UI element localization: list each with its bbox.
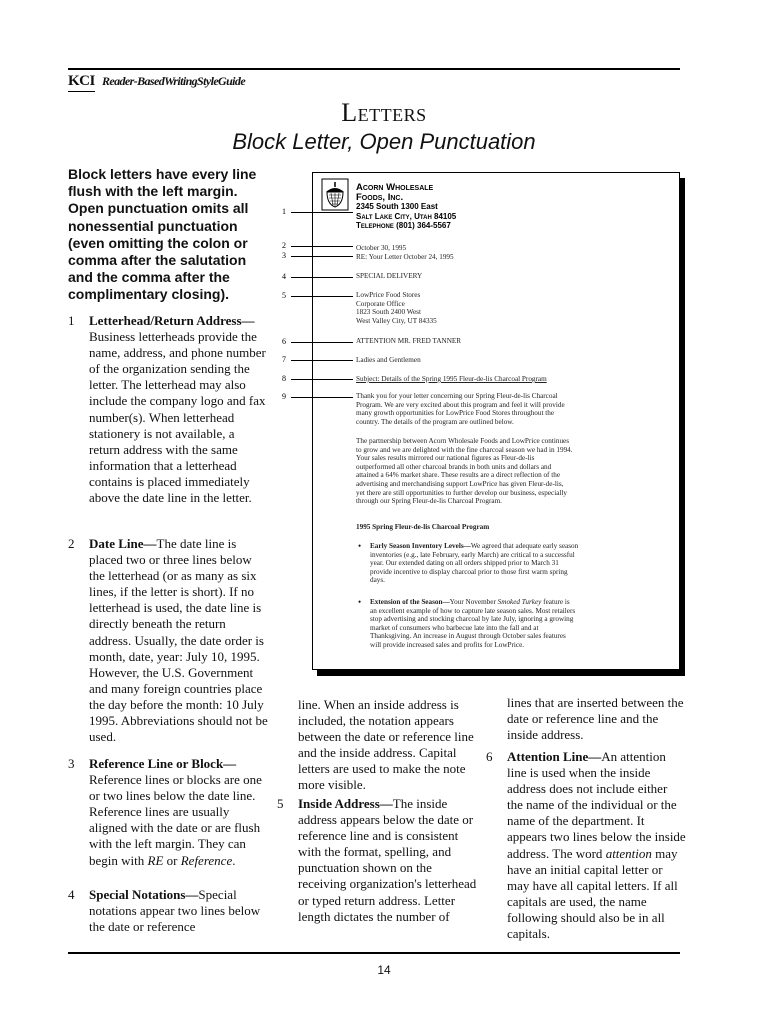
letter-line: country. The details of the program are outlined below.: [356, 417, 514, 426]
letter-bullet-1: [370, 542, 578, 585]
entry-number: 2: [68, 536, 75, 551]
entry-heading: Inside Address—: [298, 796, 393, 811]
entry-reference-line: [68, 756, 268, 869]
letterhead-company-line1: Acorn Wholesale: [356, 182, 434, 193]
inside-address-line: West Valley City, UT 84335: [356, 316, 437, 325]
entry-body: Reference lines or blocks are one or two lines below the date line. Reference lines are usually aligned with the date or are flush with the left margin. They can begin with: [89, 772, 262, 868]
entry-number: 4: [68, 887, 75, 902]
letter-bullet-2: [370, 598, 575, 650]
callout-6: 6: [282, 337, 286, 346]
acorn-logo-icon: [321, 178, 349, 211]
callout-line: [291, 379, 353, 380]
letter-line: Thank you for your letter concerning our Spring Fleur-de-lis Charcoal: [356, 392, 558, 400]
page-number: 14: [377, 963, 391, 977]
inside-address-line: Corporate Office: [356, 299, 405, 308]
letter-line: through our Spring Fleur-de-lis Charcoal Program.: [356, 497, 502, 506]
letter-line: many growth opportunities for LowPrice Food Stores throughout the: [356, 409, 555, 418]
entry-heading: Special Notations—: [89, 887, 199, 902]
kci-logo: KCI: [68, 73, 95, 89]
callout-8: 8: [282, 374, 286, 383]
page-subtitle: Block Letter, Open Punctuation: [232, 129, 536, 154]
top-rule: [68, 68, 680, 70]
entry-body: lines that are inserted between the date or reference line and the inside address.: [507, 695, 684, 743]
callout-5: 5: [282, 291, 286, 300]
entry-body: Special notations appear two lines below the date or reference: [89, 887, 261, 935]
letterhead-phone: Telephone (801) 364-5567: [356, 221, 451, 230]
page-title: Letters: [341, 98, 427, 127]
letter-line: an excellent example of how to capture late season sales. Most retailers: [370, 606, 576, 615]
entry-attention-line: [486, 749, 686, 942]
letter-line: Your sales results mirrored our national figures as Fleur-de-lis: [356, 454, 535, 463]
entry-italic: Reference: [180, 852, 233, 868]
bullet-heading: Early Season Inventory Levels—: [370, 542, 471, 550]
sample-letter: [312, 172, 680, 670]
callout-7: 7: [282, 355, 286, 364]
entry-italic: attention: [605, 845, 652, 861]
entry-special-notations-cont: [277, 697, 479, 794]
callout-line: [291, 246, 353, 247]
letterhead-address: 2345 South 1300 East: [356, 202, 438, 211]
letter-line: outperformed all other charcoal brands in both units and dollars and: [356, 462, 552, 471]
letter-line: attained a 64% market share. These results are a direct reflection of the: [356, 471, 561, 480]
entry-heading: Date Line—: [89, 536, 157, 551]
entry-heading: Letterhead/Return Address—: [89, 313, 255, 328]
letterhead-company-line2: Foods, Inc.: [356, 191, 404, 203]
entry-number: 1: [68, 313, 75, 328]
callout-line: [291, 360, 353, 361]
letter-paragraph-2: [356, 437, 573, 506]
letter-line: feature is: [541, 598, 570, 606]
letter-salutation: Ladies and Gentlemen: [356, 356, 421, 364]
letter-subject: Subject: Details of the Spring 1995 Fleur-de-lis Charcoal Program: [356, 375, 547, 383]
inside-address-line: LowPrice Food Stores: [356, 291, 421, 299]
callout-3: 3: [282, 251, 286, 260]
letter-line: year. Our extended dating on all orders shipped prior to March 31: [370, 559, 559, 568]
letter-line: provide incentive to display charcoal prior to those first warm spring: [370, 567, 568, 576]
letter-line: The partnership between Acorn Wholesale Foods and LowPrice continues: [356, 437, 570, 445]
entry-body: line. When an inside address is included, the notation appears between the date or reference line and the inside address. Capital letters are used to make the note more visible.: [298, 697, 474, 793]
entry-number: 3: [68, 756, 75, 771]
letter-reference: RE: Your Letter October 24, 1995: [356, 253, 454, 261]
entry-date-line: [68, 536, 268, 745]
callout-9: 9: [282, 392, 286, 401]
entry-inside-address-cont: [486, 695, 686, 743]
guide-name: Reader-BasedWritingStyleGuide: [102, 74, 246, 88]
letter-line: inventories (e.g., late February, early March) are critical to a successful: [370, 550, 575, 559]
letter-line: Program. We are very excited about this program and feel it will provide: [356, 400, 565, 409]
letterhead-city: Salt Lake City, Utah 84105: [356, 211, 457, 221]
letter-date: October 30, 1995: [356, 244, 407, 252]
entry-heading: Attention Line—: [507, 749, 602, 764]
letter-line: will provide increased sales and profits for LowPrice.: [370, 640, 525, 649]
callout-line: [291, 256, 353, 257]
entry-body: An attention line is used when the inside address does not include either the name of the individual or the name of the department. It appears two lines below the inside address. The word: [507, 749, 686, 861]
entry-body-cont: may have an initial capital letter or may have all capital letters. If all capitals are used, the name following should also be in all capitals.: [507, 845, 678, 942]
entry-number: 5: [277, 796, 284, 811]
letter-line: Thanksgiving. An increase in August through October sales features: [370, 632, 566, 641]
callout-line: [291, 212, 353, 213]
letter-line: to grow and we are delighted with the fine charcoal season we had in 1994.: [356, 445, 573, 454]
letter-line: We agreed that adequate early season: [470, 542, 579, 550]
letter-attention: ATTENTION MR. FRED TANNER: [356, 337, 462, 345]
entry-body: The date line is placed two or three lines below the letterhead (or as many as six lines, if the letter is short). If no letterhead is used, the date line is directly beneath the return address. Usually, the date order is month, date, year: July 10, 1995. However, the U.S. Government and many foreign countries place the day before the month: 10 July 1995. Abbreviations should not be used.: [89, 536, 268, 745]
entry-body-end: .: [232, 852, 236, 868]
bottom-rule: [68, 952, 680, 954]
entry-body: Business letterheads provide the name, address, and phone number of the organization sending the letter. The letterhead may also include the company logo and fax number(s). When letterhead stationery is not available, a return address with the same information that a letterhead contains is placed immediately above the date line in the letter.: [89, 329, 266, 506]
letter-notation: SPECIAL DELIVERY: [356, 272, 423, 280]
entry-special-notations: [68, 887, 268, 935]
callout-4: 4: [282, 272, 286, 281]
letter-line: market of consumers who barbecue late into the fall and at: [370, 623, 539, 632]
callout-line: [291, 296, 353, 297]
letter-line: stop advertising and stocking charcoal by late July, ignoring a growing: [370, 615, 574, 624]
letter-paragraph-1: [356, 392, 565, 426]
letter-line: days.: [370, 576, 385, 585]
letter-inside-address: [356, 291, 437, 325]
callout-1: 1: [282, 207, 286, 216]
entry-heading: Reference Line or Block—: [89, 756, 237, 771]
bullet-heading: Extension of the Season—: [370, 598, 450, 606]
letter-italic: Smoked Turkey: [497, 598, 542, 606]
callout-line: [291, 397, 353, 398]
intro-text: Block letters have every line flush with the left margin. Open punctuation omits all nonessential punctuation (even omitting the colon or comma after the salutation and the comma after the complimentary closing).: [68, 166, 257, 303]
entry-body-cont: or: [163, 852, 181, 868]
kci-underline: [68, 91, 95, 92]
entry-number: 6: [486, 749, 493, 764]
callout-line: [291, 277, 353, 278]
bullet-dot: •: [358, 541, 362, 551]
inside-address-line: 1823 South 2400 West: [356, 308, 421, 317]
letter-line: advertising and merchandising support LowPrice has given Fleur-de-lis,: [356, 479, 564, 488]
letter-program-heading: 1995 Spring Fleur-de-lis Charcoal Program: [356, 523, 490, 531]
bullet-dot: •: [358, 597, 362, 607]
letter-line: Your November: [449, 598, 498, 606]
callout-2: 2: [282, 241, 286, 250]
entry-italic: RE: [147, 852, 164, 868]
callout-line: [291, 342, 353, 343]
entry-inside-address: [277, 796, 479, 925]
entry-letterhead: [68, 313, 268, 506]
letter-line: yet there are still opportunities to further develop our business, especially: [356, 488, 567, 497]
entry-body: The inside address appears below the date or reference line and is consistent with the format, spelling, and punctuation shown on the receiving organization's letterhead or typed return address. Letter length dictates the number of: [298, 796, 477, 924]
